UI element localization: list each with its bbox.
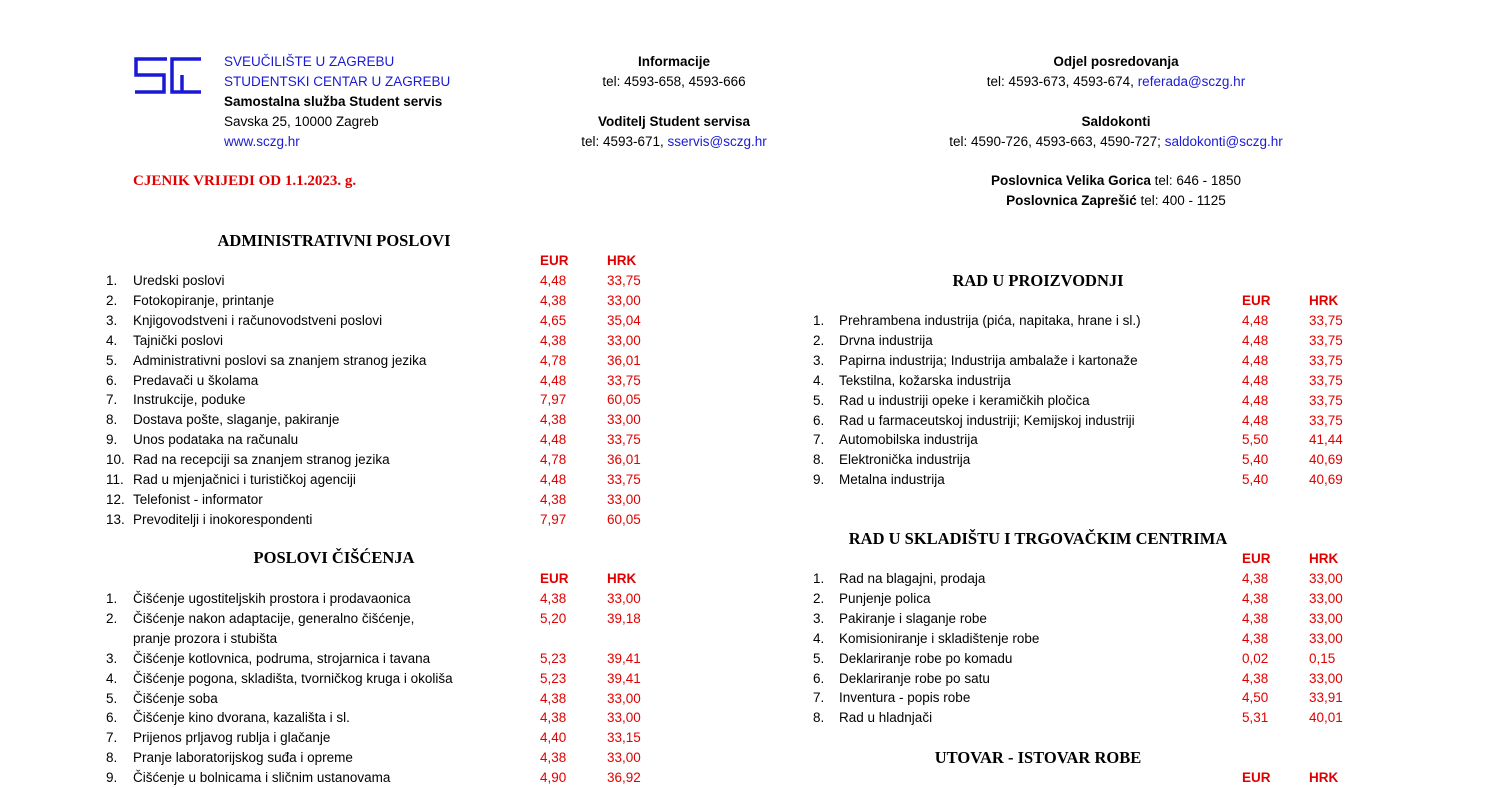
row-eur-price: 4,38: [1242, 571, 1269, 586]
table-row: [106, 728, 667, 748]
row-number: 13.: [106, 511, 125, 527]
row-name: Inventura - popis robe: [839, 690, 971, 706]
row-eur-price: 4,48: [1242, 412, 1269, 428]
row-name: Administrativni poslovi sa znanjem stranog jezika: [133, 352, 427, 368]
row-name: Čišćenje nakon adaptacije, generalno čišćenje,: [133, 610, 415, 626]
admin-hrk-header: HRK: [607, 253, 637, 268]
row-name: Fotokopiranje, printanje: [133, 292, 275, 308]
table-row: [813, 708, 1369, 728]
row-number: 6.: [106, 372, 118, 388]
row-eur-price: 4,65: [540, 312, 567, 328]
saldo-title: Saldokonti: [1081, 114, 1151, 129]
row-name: Komisioniranje i skladištenje robe: [839, 630, 1040, 646]
table-row: [813, 351, 1369, 371]
table-row: [106, 410, 667, 430]
row-number: 3.: [106, 650, 118, 666]
row-eur-price: 0,02: [1242, 650, 1269, 666]
address: Savska 25, 10000 Zagreb: [224, 114, 379, 129]
row-number: 1.: [106, 591, 118, 606]
row-hrk-price: 33,75: [607, 472, 641, 487]
table-row: [106, 609, 667, 629]
row-eur-price: 4,38: [540, 710, 567, 726]
row-name: Elektronička industrija: [839, 452, 971, 468]
row-eur-price: 4,78: [540, 452, 567, 468]
row-name: Dostava pošte, slaganje, pakiranje: [133, 412, 340, 428]
row-name: Prehrambena industrija (pića, napitaka, hrane i sl.): [839, 313, 1141, 328]
row-name: Prijenos prljavog rublja i glačanje: [133, 730, 331, 746]
branch2-name: Poslovnica Zaprešić: [1006, 193, 1137, 208]
row-name: Rad u hladnjači: [839, 710, 933, 726]
table-row: [106, 331, 667, 351]
row-eur-price: 4,48: [540, 372, 567, 388]
cleaning-eur-header: EUR: [540, 571, 569, 586]
saldo-tel: tel: 4590-726, 4593-663, 4590-727;: [949, 134, 1161, 149]
table-row: [106, 371, 667, 391]
row-number: 7.: [813, 432, 825, 448]
row-hrk-price: 39,18: [607, 610, 641, 626]
row-hrk-price: 33,00: [1309, 610, 1343, 626]
row-name: Punjenje polica: [839, 590, 931, 606]
row-hrk-price: 33,00: [1309, 571, 1343, 586]
table-row: [813, 688, 1369, 708]
table-row: [813, 411, 1369, 431]
section-title-warehouse: RAD U SKLADIŠTU I TRGOVAČKIM CENTRIMA: [848, 529, 1228, 548]
row-name: Automobilska industrija: [839, 432, 978, 448]
row-hrk-price: 60,05: [607, 392, 641, 408]
row-hrk-price: 33,75: [1309, 332, 1343, 348]
table-row: [813, 311, 1369, 331]
row-eur-price: 4,38: [540, 750, 567, 766]
table-row: [813, 391, 1369, 411]
table-row: [106, 768, 667, 788]
row-eur-price: 4,90: [540, 770, 567, 786]
info-title: Informacije: [637, 54, 711, 69]
table-row: [106, 510, 667, 530]
row-eur-price: 4,48: [1242, 313, 1269, 328]
warehouse-eur-header: EUR: [1242, 551, 1271, 566]
row-number: 3.: [106, 312, 118, 328]
row-name: Papirna industrija; Industrija ambalaže i kartonaže: [839, 352, 1138, 368]
row-eur-price: 4,48: [1242, 372, 1269, 388]
row-name: Tekstilna, kožarska industrija: [839, 372, 1011, 388]
branch-velika-gorica: [900, 171, 1332, 191]
saldo-email-link[interactable]: saldokonti@sczg.hr: [1164, 134, 1283, 149]
row-eur-price: 4,38: [540, 332, 567, 348]
row-name: Predavači u školama: [133, 372, 259, 388]
row-number: 11.: [106, 472, 124, 487]
row-name: Čišćenje kino dvorana, kazališta i sl.: [133, 710, 350, 726]
org-service: Samostalna služba Student servis: [224, 94, 443, 109]
row-number: 3.: [813, 352, 825, 368]
row-name: Čišćenje u bolnicama i sličnim ustanovama: [133, 770, 391, 786]
row-hrk-price: 35,04: [607, 312, 641, 328]
table-row: [813, 430, 1369, 450]
row-eur-price: 5,23: [540, 670, 567, 686]
table-row: [813, 669, 1369, 689]
row-name: Pranje laboratorijskog suđa i opreme: [133, 750, 353, 766]
table-row: [106, 430, 667, 450]
row-hrk-price: 33,75: [607, 372, 641, 388]
table-row: [106, 291, 667, 311]
table-row: [813, 450, 1369, 470]
row-hrk-price: 33,00: [1309, 630, 1343, 646]
org-university: SVEUČILIŠTE U ZAGREBU: [224, 54, 395, 69]
row-hrk-price: 40,69: [1309, 452, 1343, 468]
row-name: Tajnički poslovi: [133, 332, 224, 348]
table-row: [106, 450, 667, 470]
row-name: Metalna industrija: [839, 472, 945, 488]
branch1-name: Poslovnica Velika Gorica: [991, 173, 1151, 188]
table-row: [813, 629, 1369, 649]
row-eur-price: 4,38: [540, 292, 567, 308]
row-eur-price: 5,40: [1242, 472, 1269, 488]
row-number: 4.: [813, 372, 825, 388]
row-eur-price: 4,38: [1242, 590, 1269, 606]
sc-logo-icon: [133, 56, 203, 96]
row-hrk-price: 40,01: [1309, 710, 1343, 726]
row-eur-price: 5,31: [1242, 710, 1269, 726]
row-hrk-price: 39,41: [607, 670, 641, 686]
row-hrk-price: 60,05: [607, 511, 641, 527]
table-row: [813, 569, 1369, 589]
row-name: Unos podataka na računalu: [133, 432, 299, 448]
section-title-production: RAD U PROIZVODNJI: [952, 271, 1124, 290]
row-number: 5.: [813, 392, 825, 408]
row-eur-price: 4,48: [1242, 352, 1269, 368]
row-name: Rad na recepciji sa znanjem stranog jezika: [133, 452, 390, 468]
row-eur-price: 4,38: [540, 412, 567, 428]
saldo-contact: [900, 132, 1332, 152]
row-number: 4.: [813, 630, 825, 646]
voditelj-tel: tel: 4593-671,: [581, 134, 664, 149]
row-name: Deklariranje robe po komadu: [839, 650, 1013, 666]
table-row: [106, 271, 667, 291]
table-row: [813, 609, 1369, 629]
row-number: 6.: [106, 710, 118, 726]
row-eur-price: 4,38: [540, 591, 567, 606]
branch-zapresic: [900, 191, 1332, 211]
row-name: Instrukcije, poduke: [133, 392, 246, 408]
row-hrk-price: 33,00: [607, 750, 641, 766]
row-name: Čišćenje soba: [133, 690, 218, 706]
row-number: 8.: [813, 452, 825, 468]
row-hrk-price: 40,69: [1309, 472, 1343, 488]
row-hrk-price: 33,75: [607, 432, 641, 448]
row-name: Rad na blagajni, prodaja: [839, 571, 986, 586]
table-row: [106, 470, 667, 490]
odjel-title: Odjel posredovanja: [1053, 54, 1179, 69]
row-eur-price: 4,48: [1242, 392, 1269, 408]
row-eur-price: 4,40: [540, 730, 567, 746]
row-name: pranje prozora i stubišta: [133, 630, 278, 646]
branch2-tel: tel: 400 - 1125: [1140, 193, 1226, 208]
row-eur-price: 5,50: [1242, 432, 1269, 448]
odjel-email-link[interactable]: referada@sczg.hr: [1137, 74, 1246, 89]
row-hrk-price: 33,00: [1309, 670, 1343, 686]
row-number: 2.: [813, 590, 825, 606]
row-number: 1.: [813, 571, 825, 586]
row-name: Rad u industriji opeke i keramičkih pločica: [839, 392, 1090, 408]
row-number: 9.: [106, 770, 118, 786]
row-hrk-price: 33,00: [607, 690, 641, 706]
row-name: Čišćenje kotlovnica, podruma, strojarnica i tavana: [133, 650, 431, 666]
row-number: 8.: [813, 710, 825, 726]
row-number: 9.: [106, 432, 118, 448]
row-number: 1.: [106, 273, 118, 288]
row-number: 4.: [106, 670, 118, 686]
row-number: 6.: [813, 412, 825, 428]
org-student-centre: STUDENTSKI CENTAR U ZAGREBU: [224, 74, 451, 89]
row-name: Uredski poslovi: [133, 273, 225, 288]
row-eur-price: 7,97: [540, 511, 567, 527]
row-hrk-price: 0,15: [1309, 650, 1336, 666]
odjel-contact: [900, 72, 1332, 92]
table-row: [813, 470, 1369, 490]
row-number: 4.: [106, 332, 118, 348]
table-row: [106, 629, 667, 649]
row-name: Čišćenje ugostiteljskih prostora i prodavaonica: [133, 591, 411, 606]
row-hrk-price: 33,00: [607, 292, 641, 308]
row-name: Čišćenje pogona, skladišta, tvorničkog kruga i okoliša: [133, 670, 453, 686]
row-eur-price: 4,50: [1242, 690, 1269, 706]
row-number: 6.: [813, 670, 825, 686]
table-row: [106, 649, 667, 669]
row-eur-price: 4,38: [1242, 670, 1269, 686]
row-number: 7.: [106, 730, 118, 746]
production-hrk-header: HRK: [1309, 293, 1339, 308]
row-eur-price: 4,48: [540, 432, 567, 448]
admin-eur-header: EUR: [540, 253, 569, 268]
row-hrk-price: 33,00: [607, 591, 641, 606]
row-name: Prevoditelji i inokorespondenti: [133, 511, 313, 527]
row-eur-price: 4,38: [540, 491, 567, 507]
voditelj-contact: [540, 132, 808, 152]
section-title-loading: UTOVAR - ISTOVAR ROBE: [934, 748, 1142, 767]
row-name: Telefonist - informator: [133, 491, 263, 507]
row-eur-price: 5,23: [540, 650, 567, 666]
table-row: [813, 589, 1369, 609]
row-hrk-price: 33,15: [607, 730, 641, 746]
row-number: 8.: [106, 412, 118, 428]
row-name: Knjigovodstveni i računovodstveni poslovi: [133, 312, 383, 328]
voditelj-email-link[interactable]: sservis@sczg.hr: [667, 134, 767, 149]
row-hrk-price: 33,00: [607, 412, 641, 428]
table-row: [106, 490, 667, 510]
loading-eur-header: EUR: [1242, 770, 1271, 785]
row-eur-price: 4,38: [540, 690, 567, 706]
row-hrk-price: 36,92: [607, 770, 641, 786]
row-hrk-price: 36,01: [607, 352, 641, 368]
row-hrk-price: 41,44: [1309, 432, 1343, 448]
row-hrk-price: 33,75: [1309, 412, 1343, 428]
table-row: [106, 351, 667, 371]
table-row: [106, 748, 667, 768]
row-number: 7.: [106, 392, 118, 408]
row-number: 2.: [106, 292, 118, 308]
row-number: 10.: [106, 452, 125, 468]
table-row: [813, 649, 1369, 669]
row-hrk-price: 33,91: [1309, 690, 1343, 706]
warehouse-hrk-header: HRK: [1309, 551, 1339, 566]
row-number: 7.: [813, 690, 825, 706]
row-hrk-price: 33,00: [607, 332, 641, 348]
row-name: Pakiranje i slaganje robe: [839, 610, 987, 626]
table-row: [813, 331, 1369, 351]
row-number: 5.: [813, 650, 825, 666]
info-tel: tel: 4593-658, 4593-666: [602, 74, 746, 89]
table-row: [106, 311, 667, 331]
row-number: 3.: [813, 610, 825, 626]
odjel-tel: tel: 4593-673, 4593-674,: [986, 74, 1134, 89]
pricelist-valid-date: CJENIK VRIJEDI OD 1.1.2023. g.: [133, 173, 357, 189]
table-row: [106, 669, 667, 689]
row-number: 5.: [106, 352, 118, 368]
row-eur-price: 7,97: [540, 392, 567, 408]
row-eur-price: 4,38: [1242, 610, 1269, 626]
section-title-cleaning: POSLOVI ČIŠĆENJA: [253, 548, 415, 567]
row-number: 2.: [813, 332, 825, 348]
production-eur-header: EUR: [1242, 293, 1271, 308]
row-number: 8.: [106, 750, 118, 766]
row-name: Drvna industrija: [839, 332, 933, 348]
row-hrk-price: 33,00: [1309, 590, 1343, 606]
row-eur-price: 5,20: [540, 610, 567, 626]
row-hrk-price: 33,75: [607, 273, 641, 288]
voditelj-title: Voditelj Student servisa: [597, 114, 751, 129]
table-row: [106, 708, 667, 728]
row-hrk-price: 39,41: [607, 650, 641, 666]
row-name: Rad u mjenjačnici i turističkoj agenciji: [133, 472, 356, 487]
row-eur-price: 4,78: [540, 352, 567, 368]
website-link[interactable]: www.sczg.hr: [224, 134, 300, 149]
row-eur-price: 5,40: [1242, 452, 1269, 468]
cleaning-hrk-header: HRK: [607, 571, 637, 586]
section-title-admin: ADMINISTRATIVNI POSLOVI: [217, 231, 451, 250]
row-eur-price: 4,48: [540, 273, 567, 288]
row-hrk-price: 33,00: [607, 491, 641, 507]
row-hrk-price: 33,75: [1309, 352, 1343, 368]
table-row: [813, 371, 1369, 391]
row-number: 2.: [106, 610, 118, 626]
table-row: [106, 589, 667, 609]
row-number: 9.: [813, 472, 825, 488]
row-name: Deklariranje robe po satu: [839, 670, 990, 686]
loading-hrk-header: HRK: [1309, 770, 1339, 785]
row-eur-price: 4,48: [1242, 332, 1269, 348]
row-hrk-price: 33,75: [1309, 313, 1343, 328]
branch1-tel: tel: 646 - 1850: [1154, 173, 1241, 188]
row-eur-price: 4,38: [1242, 630, 1269, 646]
row-hrk-price: 33,00: [607, 710, 641, 726]
row-hrk-price: 36,01: [607, 452, 641, 468]
row-eur-price: 4,48: [540, 472, 567, 487]
table-row: [106, 689, 667, 709]
table-row: [106, 390, 667, 410]
row-hrk-price: 33,75: [1309, 372, 1343, 388]
row-number: 5.: [106, 690, 118, 706]
row-number: 12.: [106, 491, 125, 507]
row-name: Rad u farmaceutskoj industriji; Kemijskoj industriji: [839, 412, 1135, 428]
row-hrk-price: 33,75: [1309, 392, 1343, 408]
row-number: 1.: [813, 313, 825, 328]
